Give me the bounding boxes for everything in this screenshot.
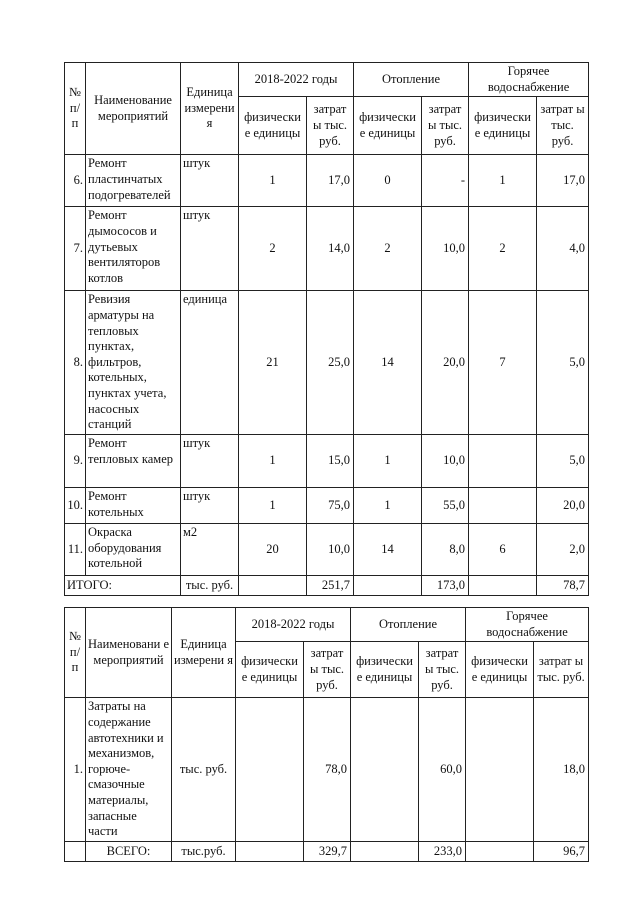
- cell-value: 10,0: [422, 207, 469, 291]
- cell-value: 1: [354, 434, 422, 487]
- total-row: [65, 841, 589, 861]
- header-unit: Единица измерени я: [172, 608, 236, 698]
- row-name: Ревизия арматуры на тепловых пунктах, фильтров, котельных, пунктах учета, насосных станций: [86, 291, 181, 435]
- total-row: [65, 575, 589, 595]
- total-value: 78,7: [537, 575, 589, 595]
- header-cost: затрат ы тыс. руб.: [304, 642, 351, 698]
- total-value: 251,7: [307, 575, 354, 595]
- table-row: [65, 523, 589, 575]
- row-name: Ремонт котельных: [86, 487, 181, 523]
- table-row: [65, 155, 589, 207]
- cell-value: 25,0: [307, 291, 354, 435]
- row-unit: единица: [181, 291, 239, 435]
- empty-cell: [65, 841, 86, 861]
- cell-value: [466, 698, 534, 842]
- total-label: ВСЕГО:: [86, 841, 172, 861]
- cell-value: 2,0: [537, 523, 589, 575]
- header-unit: Единица измерени я: [181, 63, 239, 155]
- measures-table-1: [64, 62, 589, 596]
- header-years: 2018-2022 годы: [239, 63, 354, 97]
- empty-cell: [354, 575, 422, 595]
- row-number: 1.: [65, 698, 86, 842]
- total-unit: тыс.руб.: [172, 841, 236, 861]
- empty-cell: [236, 841, 304, 861]
- empty-cell: [469, 575, 537, 595]
- header-hot-water: Горячее водоснабжение: [469, 63, 589, 97]
- row-name: Ремонт дымососов и дутьевых вентиляторов котлов: [86, 207, 181, 291]
- empty-cell: [466, 841, 534, 861]
- row-unit: штук: [181, 434, 239, 487]
- header-phys: физически е единицы: [239, 97, 307, 155]
- cell-value: 1: [469, 155, 537, 207]
- cell-value: 1: [239, 155, 307, 207]
- row-name: Ремонт тепловых камер: [86, 434, 181, 487]
- header-heating: Отопление: [351, 608, 466, 642]
- header-cost: затрат ы тыс. руб.: [537, 97, 589, 155]
- row-name: Ремонт пластинчатых подогревателей: [86, 155, 181, 207]
- row-name: Затраты на содержание автотехники и механизмов, горюче-смазочные материалы, запасные части: [86, 698, 172, 842]
- cell-value: 2: [354, 207, 422, 291]
- header-name: Наименование мероприятий: [86, 63, 181, 155]
- cell-value: 1: [239, 434, 307, 487]
- row-unit: м2: [181, 523, 239, 575]
- cell-value: 14,0: [307, 207, 354, 291]
- cell-value: 17,0: [537, 155, 589, 207]
- row-number: 8.: [65, 291, 86, 435]
- header-phys: физически е единицы: [354, 97, 422, 155]
- empty-cell: [351, 841, 419, 861]
- table-row: [65, 698, 589, 842]
- header-cost: затрат ы тыс. руб.: [307, 97, 354, 155]
- cell-value: [469, 487, 537, 523]
- row-number: 6.: [65, 155, 86, 207]
- cell-value: 21: [239, 291, 307, 435]
- total-value: 233,0: [419, 841, 466, 861]
- row-number: 10.: [65, 487, 86, 523]
- header-cost: затрат ы тыс. руб.: [422, 97, 469, 155]
- row-number: 7.: [65, 207, 86, 291]
- header-heating: Отопление: [354, 63, 469, 97]
- row-unit: штук: [181, 487, 239, 523]
- cell-value: 17,0: [307, 155, 354, 207]
- cell-value: 2: [469, 207, 537, 291]
- cell-value: 4,0: [537, 207, 589, 291]
- table-row: [65, 434, 589, 487]
- cell-value: 1: [239, 487, 307, 523]
- header-name: Наименовани е мероприятий: [86, 608, 172, 698]
- cell-value: 14: [354, 291, 422, 435]
- total-unit: тыс. руб.: [181, 575, 239, 595]
- header-cost: затрат ы тыс. руб.: [534, 642, 589, 698]
- cell-value: 78,0: [304, 698, 351, 842]
- total-value: 329,7: [304, 841, 351, 861]
- cell-value: 14: [354, 523, 422, 575]
- cell-value: 18,0: [534, 698, 589, 842]
- cell-value: 20,0: [422, 291, 469, 435]
- cell-value: 55,0: [422, 487, 469, 523]
- header-hot-water: Горячее водоснабжение: [466, 608, 589, 642]
- cell-value: 10,0: [422, 434, 469, 487]
- cell-value: 60,0: [419, 698, 466, 842]
- total-value: 96,7: [534, 841, 589, 861]
- measures-table-2: [64, 607, 589, 862]
- cell-value: 5,0: [537, 291, 589, 435]
- header-phys: физически е единицы: [466, 642, 534, 698]
- cell-value: 15,0: [307, 434, 354, 487]
- cell-value: 7: [469, 291, 537, 435]
- cell-value: 1: [354, 487, 422, 523]
- total-label: ИТОГО:: [65, 575, 181, 595]
- header-phys: физически е единицы: [236, 642, 304, 698]
- cell-value: [236, 698, 304, 842]
- header-cost: затрат ы тыс. руб.: [419, 642, 466, 698]
- row-unit: тыс. руб.: [172, 698, 236, 842]
- header-phys: физически е единицы: [351, 642, 419, 698]
- empty-cell: [239, 575, 307, 595]
- header-years: 2018-2022 годы: [236, 608, 351, 642]
- table-row: [65, 487, 589, 523]
- row-number: 11.: [65, 523, 86, 575]
- cell-value: 20: [239, 523, 307, 575]
- cell-value: 0: [354, 155, 422, 207]
- header-num: № п/ п: [65, 608, 86, 698]
- cell-value: [469, 434, 537, 487]
- total-value: 173,0: [422, 575, 469, 595]
- cell-value: 5,0: [537, 434, 589, 487]
- cell-value: -: [422, 155, 469, 207]
- cell-value: 20,0: [537, 487, 589, 523]
- table-row: [65, 207, 589, 291]
- row-unit: штук: [181, 207, 239, 291]
- cell-value: 8,0: [422, 523, 469, 575]
- row-number: 9.: [65, 434, 86, 487]
- header-phys: физически е единицы: [469, 97, 537, 155]
- cell-value: 75,0: [307, 487, 354, 523]
- cell-value: 2: [239, 207, 307, 291]
- cell-value: 6: [469, 523, 537, 575]
- cell-value: [351, 698, 419, 842]
- row-unit: штук: [181, 155, 239, 207]
- row-name: Окраска оборудования котельной: [86, 523, 181, 575]
- cell-value: 10,0: [307, 523, 354, 575]
- table-row: [65, 291, 589, 435]
- header-num: № п/ п: [65, 63, 86, 155]
